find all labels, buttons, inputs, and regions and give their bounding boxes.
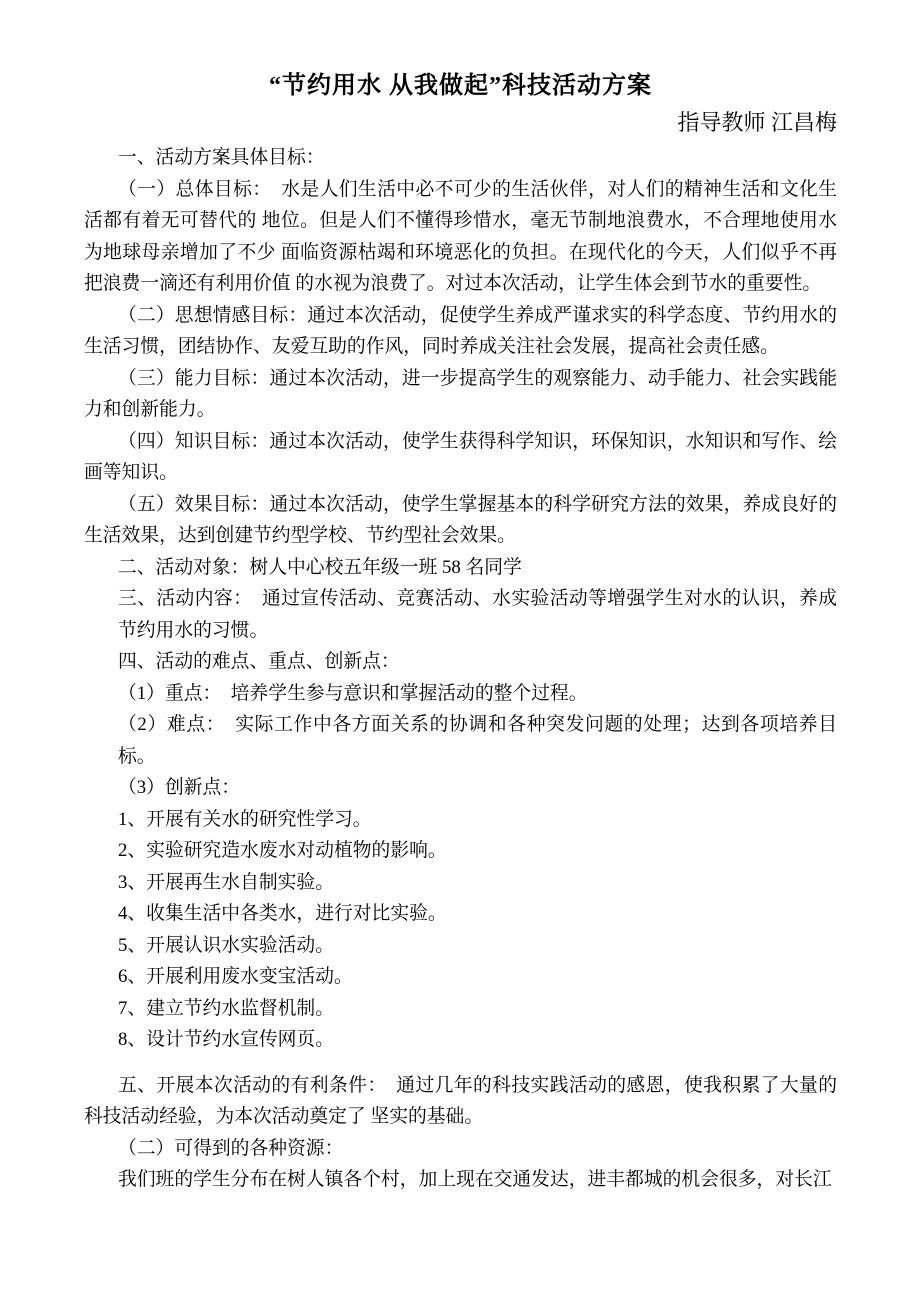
list-item-3: 3、开展再生水自制实验。 [118, 871, 334, 893]
para-effect-goal: （五）效果目标：通过本次活动，使学生掌握基本的科学研究方法的效果，养成良好的生活效果，达到创建节约型学校、节约型社会效果。 [84, 493, 837, 546]
para-overall-goal: （一）总体目标： 水是人们生活中必不可少的生活伙伴，对人们的精神生活和文化生活都有着无可替代的 地位。但是人们不懂得珍惜水，毫无节制地浪费水，不合理地使用水为地球母亲增加了不少 面临资源枯竭和环境恶化的负担。在现代化的今天，人们似乎不再把浪费一滴还有利用价值 的水视为浪费了。对过本次活动，让学生体会到节水的重要性。 [84, 178, 837, 294]
list-item-7: 7、建立节约水监督机制。 [118, 997, 334, 1019]
list-item-6: 6、开展利用废水变宝活动。 [118, 966, 353, 987]
heading-resources: （二）可得到的各种资源： [118, 1137, 344, 1159]
heading-participants: 二、活动对象：树人中心校五年级一班 58 名同学 [118, 556, 522, 578]
list-item-2: 2、实验研究造水废水对动植物的影响。 [118, 840, 447, 861]
heading-objectives: 一、活动方案具体目标： [118, 147, 325, 168]
para-difficulty: （2）难点： 实际工作中各方面关系的协调和各种突发问题的处理；达到各项培养目标。 [118, 714, 837, 767]
para-focus: （1）重点： 培养学生参与意识和掌握活动的整个过程。 [118, 682, 588, 704]
para-emotion-goal: （二）思想情感目标：通过本次活动，促使学生养成严谨求实的科学态度、节约用水的生活习惯，团结协作、友爱互助的作风，同时养成关注社会发展，提高社会责任感。 [84, 304, 837, 357]
list-item-8: 8、设计节约水宣传网页。 [118, 1029, 334, 1050]
heading-key-points: 四、活动的难点、重点、创新点： [118, 651, 400, 672]
list-item-1: 1、开展有关水的研究性学习。 [118, 808, 372, 830]
para-innovation: （3）创新点： [118, 777, 241, 798]
heading-content: 三、活动内容： 通过宣传活动、竞赛活动、水实验活动等增强学生对水的认识，养成节约用水的习惯。 [118, 588, 837, 641]
heading-conditions: 五、开展本次活动的有利条件： 通过几年的科技实践活动的感恩，使我积累了大量的科技活动经验，为本次活动奠定了 坚实的基础。 [84, 1074, 837, 1127]
para-knowledge-goal: （四）知识目标：通过本次活动，使学生获得科学知识，环保知识，水知识和写作、绘画等知识。 [84, 430, 837, 483]
list-item-4: 4、收集生活中各类水，进行对比实验。 [118, 903, 447, 924]
list-item-5: 5、开展认识水实验活动。 [118, 934, 334, 956]
para-ability-goal: （三）能力目标：通过本次活动，进一步提高学生的观察能力、动手能力、社会实践能力和创新能力。 [84, 367, 837, 420]
para-resources: 我们班的学生分布在树人镇各个村，加上现在交通发达，进丰都城的机会很多，对长江 [118, 1169, 832, 1190]
byline-instructor: 指导教师 江昌梅 [677, 110, 837, 135]
document-title: “节约用水 从我做起”科技活动方案 [269, 73, 652, 99]
